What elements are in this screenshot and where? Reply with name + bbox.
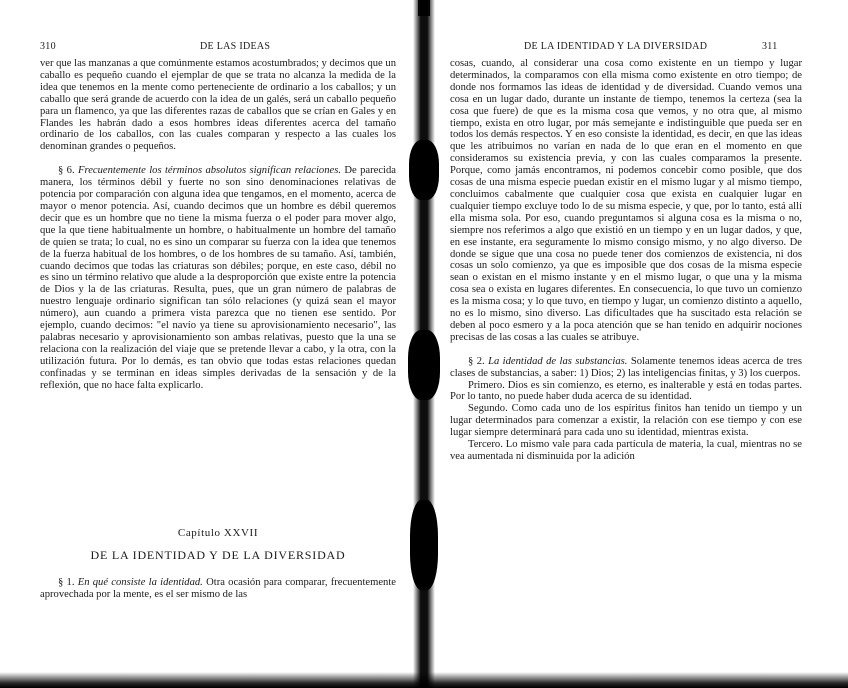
- section-1-title: En qué consiste la identidad.: [77, 577, 203, 588]
- section-2-label: § 2.: [468, 355, 485, 367]
- section-6-label: § 6.: [58, 165, 75, 177]
- chapter-heading-block: [40, 528, 396, 562]
- paragraph-segundo: Segundo. Como cada uno de los espíritus finitos han tenido un tiempo y un lugar determinados para comenzar a existir, la relación con ese tiempo y con ese lugar siempre determinará para cada uno su identidad, mientras exista.: [450, 403, 802, 439]
- gutter-blob: [410, 500, 438, 590]
- right-page-number: 311: [762, 41, 778, 52]
- chapter-label: Capítulo XXVII: [177, 527, 259, 539]
- section-6: [40, 165, 396, 391]
- section-6-title: Frecuentemente los términos absolutos significan relaciones.: [78, 165, 341, 177]
- chapter-title: DE LA IDENTIDAD Y DE LA DIVERSIDAD: [90, 547, 346, 562]
- right-running-head: DE LA IDENTIDAD Y LA DIVERSIDAD: [524, 41, 708, 52]
- section-1-label: § 1.: [58, 577, 75, 588]
- paragraph-primero: Primero. Dios es sin comienzo, es eterno, es inalterable y está en todas partes. Por lo tanto, no puede haber duda acerca de su identidad.: [450, 379, 802, 403]
- right-text-column: [450, 58, 802, 463]
- right-page: [424, 0, 848, 688]
- left-text-column: [40, 58, 396, 391]
- section-1-block: [40, 577, 396, 601]
- gutter-blob: [409, 140, 439, 200]
- section-2: [450, 356, 802, 380]
- gutter-blob: [408, 330, 440, 400]
- section-2-title: La identidad de las substancias.: [488, 355, 628, 367]
- left-page-number: 310: [40, 41, 56, 52]
- bottom-edge-shadow: [0, 672, 848, 688]
- paragraph-tercero: Tercero. Lo mismo vale para cada partícula de materia, la cual, mientras no se vea aumentada ni disminuida por la adición: [450, 439, 802, 462]
- left-running-head: DE LAS IDEAS: [200, 41, 271, 52]
- section-6-text: De parecida manera, los términos débil y fuerte no son sino denominaciones relativas de potencia por comparación con alguna idea que tengamos, en el momento, acerca de mayor o menor potencia. Así, cuando decimos que un hombre es débil queremos decir que es un hombre que no tiene la misma fuerza o el poder para mover algo, que la que tiene habitualmente un hombre, o habitualmente un hombre del tamaño de quien se trata; lo cual, no es sino un comparar su fuerza con la idea que tenemos de la fuerza habitual de los hombres, o de los hombres de su tamaño. Así, también, cuando decimos que todas las criaturas son débiles; porque, en este caso, débil no es sino un término relativo que alude a la desproporción que existe entre la potencia de Dios y la de las criaturas. Resulta, pues, que un gran número de palabras de nuestro lenguaje ordinario significan tan sólo relaciones (y quizá sean el mayor número), aun cuando a primera vista parezca que no tienen ese sentido. Por ejemplo, cuando decimos: "el navío ya tiene su aprovisionamiento necesario", las palabras necesario y aprovisionamiento son ambas relativas, puesto que la una se relaciona con la realización del viaje que se pretende llevar a cabo, y la otra, con la utilización futura. Por lo demás, es tan obvio que todas estas relaciones quedan confinadas y se terminan en ideas simples derivadas de la sensación y de la reflexión, que no hace falta explicarlo.: [40, 165, 396, 391]
- left-paragraph-continuation: ver que las manzanas a que comúnmente estamos acostumbrados; y decimos que un caballo es pequeño cuando el ejemplar de que se trata no alcanza la medida de la idea que tenemos en la mente como perteneciente de ordinario a los caballos; y un caballo que será grande de acuerdo con la idea de un galés, será un caballo pequeño para un flamenco, ya que las diferentes razas de caballos que se crían en Gales y en Flandes les habrán dado a esos hombres ideas diferentes acerca del tamaño ordinario de los caballos, con las cuales comparan y respecto a las cuales los denominan grandes o pequeños.: [40, 58, 396, 153]
- section-2-text: Solamente tenemos ideas acerca de tres clases de substancias, a saber: 1) Dios; 2) las inteligencias finitas, y 3) los cuerpos.: [450, 355, 802, 379]
- section-1: [40, 577, 396, 601]
- right-paragraph-continuation: cosas, cuando, al considerar una cosa como existente en un tiempo y lugar determinados, la comparamos con ella misma como existente en otro tiempo; de donde nos formamos las ideas de identidad y de diversidad. Cuando vemos una cosa en un lugar dado, durante un instante de tiempo, tenemos la certeza (sea la cosa que fuere) de que es la misma cosa que vemos, y no otra que, al mismo tiempo, exista en otro lugar, por más semejante e indistinguible que pueda ser en todos los demás respectos. Y en eso consiste la identidad, es decir, en que las ideas que les atribuimos no varían en nada de lo que eran en el momento en que consideramos su existencia previa, y con las cuales comparamos la presente. Porque, como jamás encontramos, ni podemos concebir como posible, que dos cosas de una misma especie puedan existir en el mismo lugar y al mismo tiempo, concluimos cabalmente que cualquier cosa que exista en cualquier lugar en cualquier tiempo excluye todo lo de su misma especie, y que, por lo tanto, está allí ella misma sola. Por eso, cuando preguntamos si alguna cosa es la misma o no, siempre nos referimos a algo que existió en un tiempo y en un lugar dados, y que, en ese instante, era seguramente lo mismo consigo mismo, y no algo diverso. De donde se sigue que una cosa no puede tener dos comienzos de existencia, ni dos cosas un solo comienzo, ya que es imposible que dos cosas de la misma especie sean o existan en el mismo instante y en el mismo lugar, o que una y la misma cosa sea o exista en lugares diferentes. En consecuencia, lo que tuvo un comienzo es la misma cosa; y lo que tuvo, en tiempo y lugar, un comienzo distinto a aquello, no es lo mismo, sino diverso. Las dificultades que ha suscitado esta relación se deben al poco esmero y a la poca atención que se han tenido en adquirir nociones precisas de las cosas a las cuales se atribuye.: [450, 58, 802, 343]
- section-1-text: Otra ocasión para comparar, frecuentemente aprovechada por la mente, es el ser mismo de las: [40, 577, 396, 600]
